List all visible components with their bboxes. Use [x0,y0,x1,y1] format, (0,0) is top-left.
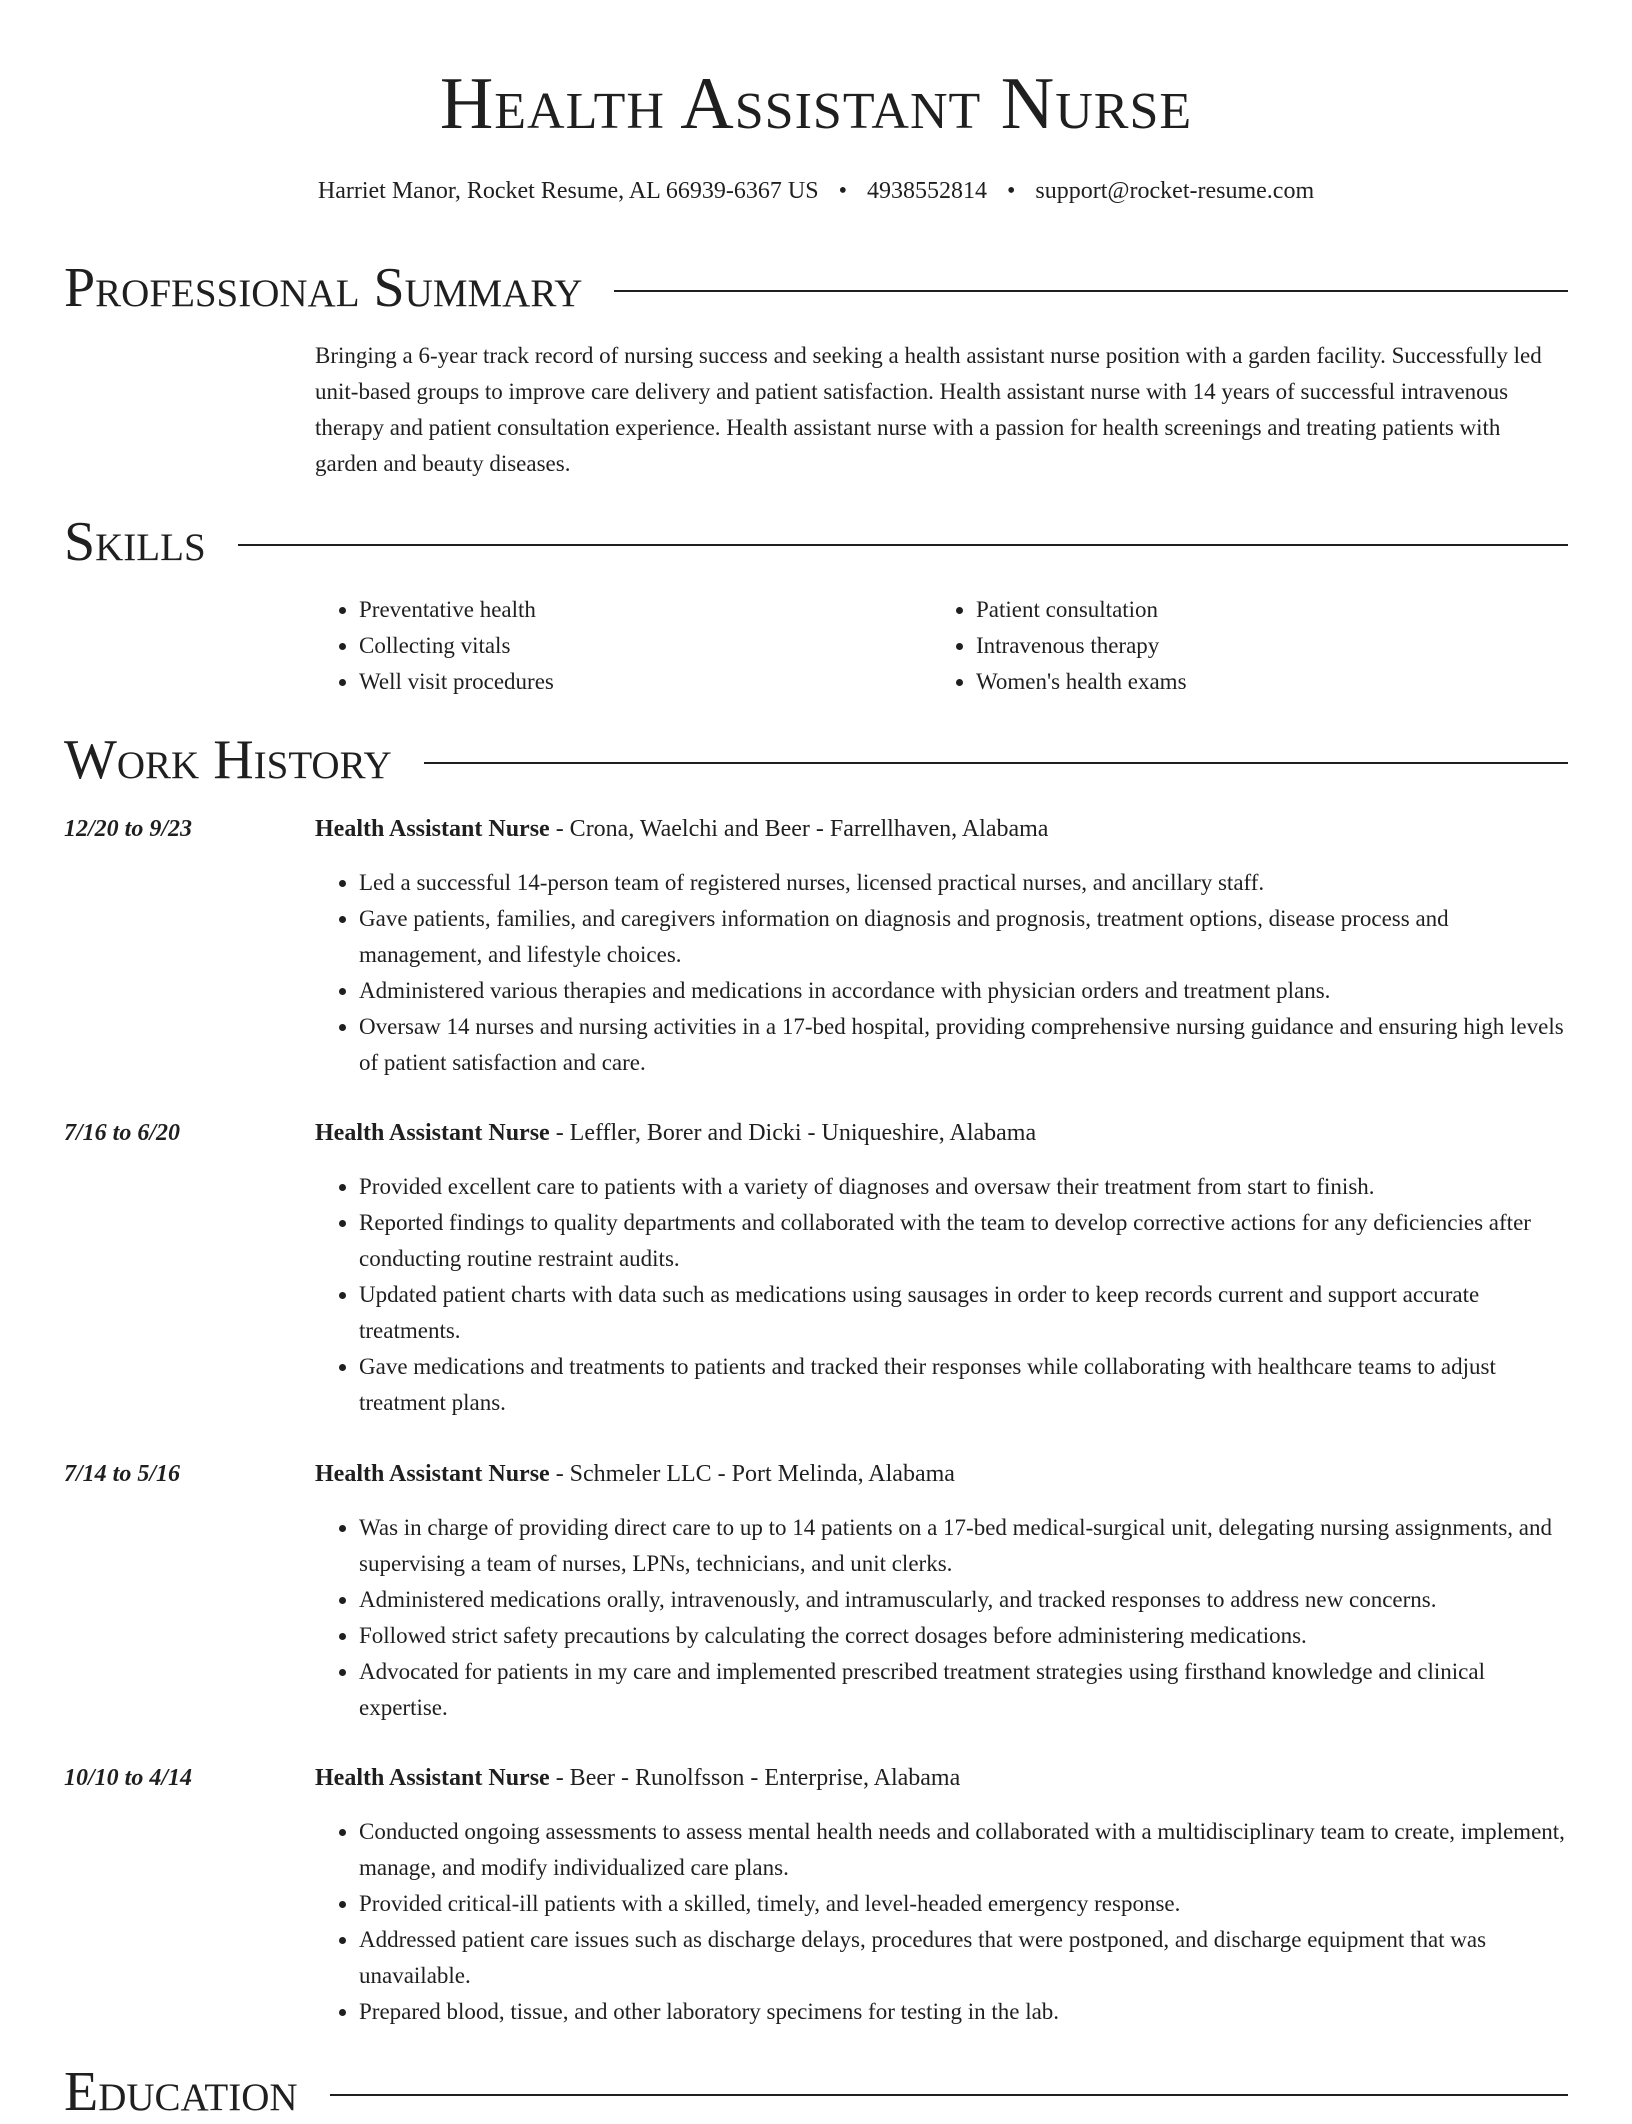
work-section-header [64,728,1568,792]
job-bullet: • Addressed patient care issues such as discharge delays, procedures that were postponed, and discharge equipment that was unavailable. [359,1922,1568,1994]
contact-line [0,175,1632,207]
skill-item: • Well visit procedures [359,664,932,700]
job-employer: - Crona, Waelchi and Beer - Farrellhaven, Alabama [549,816,1049,842]
job-role: Health Assistant Nurse [315,1765,550,1791]
job-bullet: • Provided critical-ill patients with a skilled, timely, and level-headed emergency response. [359,1886,1568,1922]
job-employer: - Beer - Runolfsson - Enterprise, Alabama [549,1765,961,1791]
work-section-title: Work History [64,729,392,791]
contact-phone: 4938552814 [867,178,988,204]
skill-item: • Intravenous therapy [976,628,1549,664]
job-role: Health Assistant Nurse [315,816,550,842]
skills-column-right [932,592,1549,700]
summary-text: Bringing a 6-year track record of nursing success and seeking a health assistant nurse position with a garden facility. Successfully led unit-based groups to improve care delivery and patient satisfaction. Health assistant nurse with 14 years of successful intravenous therapy and patient consultation experience. Health assistant nurse with a passion for health screenings and treating patients with garden and beauty diseases. [315,343,1542,476]
job-bullet: • Reported findings to quality departments and collaborated with the team to develop corrective actions for any deficiencies after conducting routine restraint audits. [359,1205,1568,1277]
job-dates: 12/20 to 9/23 [64,816,193,842]
section-divider [424,762,1568,764]
education-section-header [64,2060,1568,2124]
job-bullets [315,1510,1568,1726]
education-section-title: Education [64,2061,298,2123]
job-employer: - Leffler, Borer and Dicki - Uniqueshire, Alabama [549,1120,1037,1146]
job-bullets [315,1814,1568,2030]
summary-section-header [64,256,1568,320]
job-dates: 7/16 to 6/20 [64,1120,181,1146]
contact-email: support@rocket-resume.com [1035,178,1315,204]
skills-list [315,592,1568,700]
job-bullet: • Was in charge of providing direct care to up to 14 patients on a 17-bed medical-surgical unit, delegating nursing assignments, and supervising a team of nurses, LPNs, technicians, and unit clerks. [359,1510,1568,1582]
job-role: Health Assistant Nurse [315,1461,550,1487]
candidate-name: Health Assistant Nurse [439,63,1193,145]
job-heading [315,813,1568,845]
skills-section-title: Skills [64,511,206,573]
summary-section-title: Professional Summary [64,257,583,319]
job-bullet: • Administered various therapies and medications in accordance with physician orders and treatment plans. [359,973,1568,1009]
job-bullet: • Led a successful 14-person team of registered nurses, licensed practical nurses, and ancillary staff. [359,865,1568,901]
job-heading [315,1458,1568,1490]
job-bullet: • Prepared blood, tissue, and other laboratory specimens for testing in the lab. [359,1994,1568,2030]
job-dates: 7/14 to 5/16 [64,1461,181,1487]
skills-column-left [315,592,932,700]
job-bullet: • Followed strict safety precautions by calculating the correct dosages before administering medications. [359,1618,1568,1654]
job-bullet: • Administered medications orally, intravenously, and intramuscularly, and tracked responses to address new concerns. [359,1582,1568,1618]
skills-section-header [64,510,1568,574]
job-heading [315,1117,1568,1149]
job-employer: - Schmeler LLC - Port Melinda, Alabama [549,1461,955,1487]
job-bullet: • Provided excellent care to patients with a variety of diagnoses and oversaw their treatment from start to finish. [359,1169,1568,1205]
section-divider [614,290,1568,292]
job-bullet: • Conducted ongoing assessments to assess mental health needs and collaborated with a multidisciplinary team to create, implement, manage, and modify individualized care plans. [359,1814,1568,1886]
job-bullet: • Gave patients, families, and caregivers information on diagnosis and prognosis, treatment options, disease process and management, and lifestyle choices. [359,901,1568,973]
contact-address: Harriet Manor, Rocket Resume, AL 66939-6367 US [317,178,819,204]
contact-separator: • [838,178,848,204]
contact-separator: • [1007,178,1016,204]
skill-item: • Collecting vitals [359,628,932,664]
skill-item: • Women's health exams [976,664,1549,700]
job-bullet: • Oversaw 14 nurses and nursing activities in a 17-bed hospital, providing comprehensive nursing guidance and ensuring high levels of patient satisfaction and care. [359,1009,1568,1081]
job-bullet: • Advocated for patients in my care and implemented prescribed treatment strategies using firsthand knowledge and clinical expertise. [359,1654,1568,1726]
job-dates: 10/10 to 4/14 [64,1765,193,1791]
job-bullets [315,1169,1568,1421]
job-bullet: • Updated patient charts with data such as medications using sausages in order to keep records current and support accurate treatments. [359,1277,1568,1349]
section-divider [330,2094,1568,2096]
skill-item: • Preventative health [359,592,932,628]
section-divider [238,544,1568,546]
job-role: Health Assistant Nurse [315,1120,550,1146]
job-heading [315,1762,1568,1794]
job-bullet: • Gave medications and treatments to patients and tracked their responses while collaborating with healthcare teams to adjust treatment plans. [359,1349,1568,1421]
skill-item: • Patient consultation [976,592,1549,628]
job-bullets [315,865,1568,1081]
